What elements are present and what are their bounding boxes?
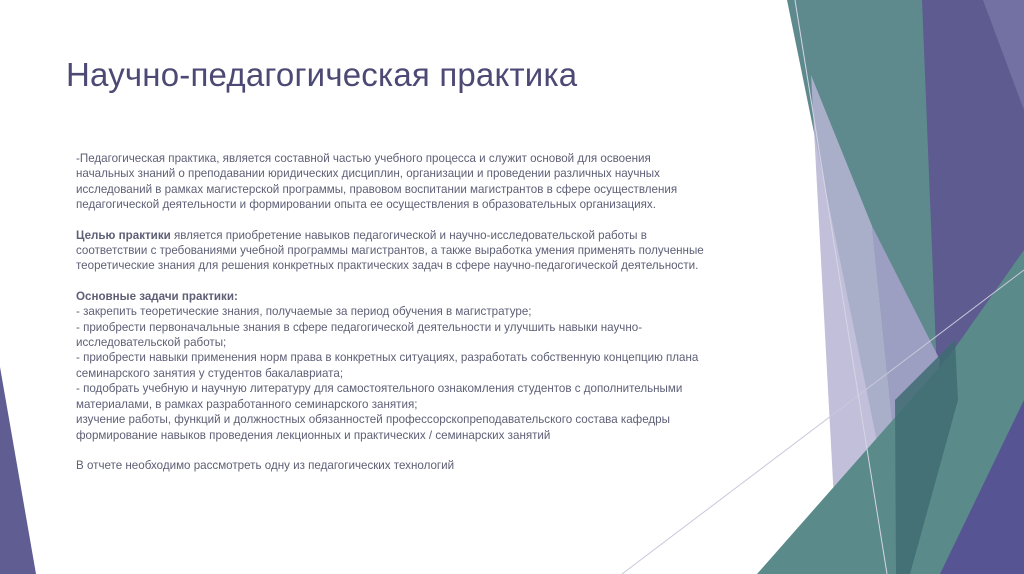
task-line: - подобрать учебную и научную литературу для самостоятельного ознакомления студентов с дополнительными bbox=[76, 382, 683, 396]
left-purple-wedge bbox=[0, 367, 36, 574]
task-line: исследовательской работы; bbox=[76, 336, 227, 350]
goal-text: является приобретение навыков педагогической и научно-исследовательской работы в bbox=[170, 228, 647, 242]
goal-label: Целью практики bbox=[76, 228, 171, 242]
intro-line: исследований в рамках магистерской программы, правовом воспитании магистрантов в сфере осуществления bbox=[76, 182, 678, 196]
conclusion-text: В отчете необходимо рассмотреть одну из педагогических технологий bbox=[76, 458, 455, 472]
slide-title: Научно-педагогическая практика bbox=[66, 56, 578, 93]
task-line: семинарского занятия у студентов бакалавриата; bbox=[76, 366, 344, 380]
goal-line: теоретические знания для решения конкретных практических задач в сфере научно-педагогической деятельности. bbox=[76, 259, 699, 273]
tasks-section bbox=[76, 289, 796, 443]
task-line: - приобрести первоначальные знания в сфере педагогической деятельности и улучшить навыки научно- bbox=[76, 320, 643, 334]
tasks-heading: Основные задачи практики: bbox=[76, 289, 238, 303]
task-line: изучение работы, функций и должностных обязанностей профессорскопреподавательского состава кафедры bbox=[76, 413, 670, 427]
task-line: - приобрести навыки применения норм права в конкретных ситуациях, разработать собственную концепцию плана bbox=[76, 351, 699, 365]
slide-body bbox=[76, 151, 796, 473]
intro-line: -Педагогическая практика, является составной частью учебного процесса и служит основой для освоения bbox=[76, 152, 651, 165]
task-line: формирование навыков проведения лекционных и практических / семинарских занятий bbox=[76, 428, 551, 442]
task-line: материалами, в рамках разработанного семинарского занятия; bbox=[76, 397, 418, 411]
task-line: - закрепить теоретические знания, получаемые за период обучения в магистратуре; bbox=[76, 305, 532, 319]
goal-paragraph bbox=[76, 228, 796, 274]
intro-paragraph bbox=[76, 151, 796, 213]
goal-line bbox=[76, 228, 796, 243]
goal-line: соответствии с требованиями учебной программы магистрантов, а также выработка умения применять полученные bbox=[76, 244, 704, 258]
intro-line: начальных знаний о преподавании юридических дисциплин, организации и проведении различных научных bbox=[76, 167, 660, 181]
intro-line: педагогической деятельности и формировании опыта ее осуществления в образовательных организациях. bbox=[76, 198, 656, 212]
